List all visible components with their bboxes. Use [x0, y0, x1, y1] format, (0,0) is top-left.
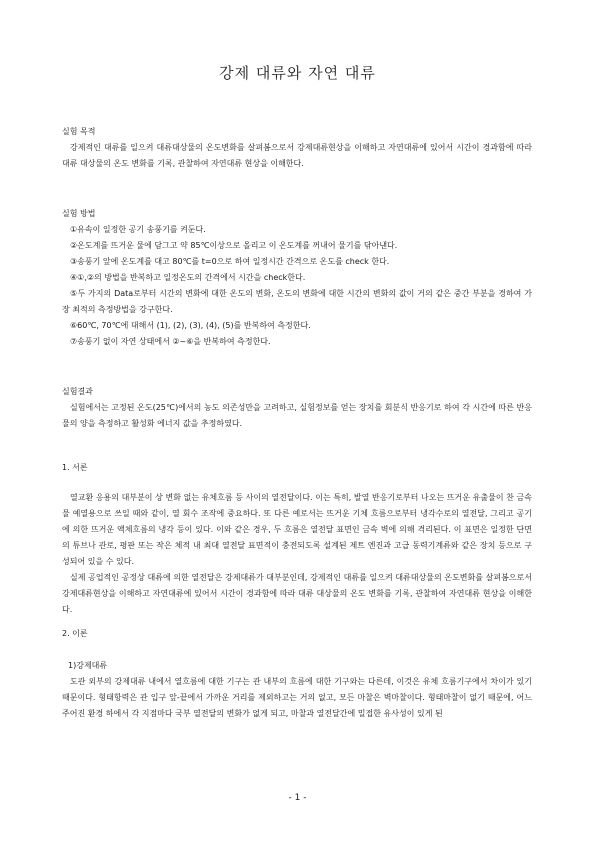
subsection-heading-forced-convection: 1)강제대류 [68, 661, 108, 670]
page-title: 강제 대류와 자연 대류 [219, 64, 376, 82]
result-paragraph: 실험에서는 고정된 온도(25℃)에서의 농도 의존성만을 고려하고, 실험정보를 얻는 장치를 회분식 반응기로 하여 각 시간에 따른 반응물의 양을 측정하고 활성화 에너지 값을 추정하였다. [62, 403, 532, 428]
section-heading-result: 실험결과 [62, 387, 93, 396]
section-purpose [62, 124, 532, 172]
method-step: ②온도계를 뜨거운 물에 담그고 약 85℃이상으로 올리고 이 온도계를 꺼내어 물기를 닦아낸다. [70, 241, 398, 250]
section-heading-method: 실험 방법 [62, 209, 96, 218]
method-step: ①유속이 일정한 공기 송풍기를 켜둔다. [70, 225, 206, 234]
method-step: ⑤두 가지의 Data로부터 시간의 변화에 대한 온도의 변화, 온도의 변화에 대한 시간의 변화의 값이 거의 같은 중간 부분을 경하여 가장 최적의 측정방법을 강구한다. [62, 289, 532, 314]
section-result [62, 384, 532, 432]
method-step: ③송풍기 앞에 온도계를 대고 80℃를 t=0으로 하여 일정시간 간격으로 온도를 check 한다. [70, 257, 390, 266]
section-method [62, 206, 532, 350]
section-heading-introduction: 1. 서론 [62, 463, 88, 472]
intro-paragraph-1: 열교환 응용의 대부분이 상 변화 없는 유체흐름 등 사이의 열전달이다. 이는 특히, 발열 반응기로부터 나오는 뜨거운 유출물이 찬 금속물 예열용으로 쓰일 때와 같이, 열 회수 조작에 중요하다. 또 다른 예로서는 뜨거운 기체 흐름으로부터 냉각수로의 열전달, 그리고 공기에 의한 뜨거운 액체흐름의 냉각 등이 있다. 이와 같은 경우, 두 흐름은 열전달 표면인 금속 벽에 의해 격리된다. 이 표면은 일정한 단면의 튜브나 관로, 평판 또는 작은 체적 내 최대 열전달 표면적이 충전되도록 설계된 제트 엔진과 고급 동력기계류와 같은 장치 등으로 구성되어 있을 수 있다. [62, 493, 532, 566]
purpose-paragraph: 강제적인 대류를 일으켜 대류대상물의 온도변화를 살펴봄으로서 강제대류현상을 이해하고 자연대류에 있어서 시간이 경과함에 따라 대류 대상물의 온도 변화를 기록, 관찰하여 자연대류 현상을 이해한다. [62, 143, 532, 168]
section-heading-theory: 2. 이론 [62, 629, 88, 638]
section-heading-purpose: 실험 목적 [62, 127, 96, 136]
method-step: ⑥60℃, 70℃에 대해서 (1), (2), (3), (4), (5)를 반복하여 측정한다. [70, 321, 311, 330]
section-introduction [62, 460, 532, 618]
method-step: ④①,②의 방법을 반복하고 일정온도의 간격에서 시간을 check한다. [70, 273, 306, 282]
page-number: - 1 - [288, 793, 307, 803]
method-step: ⑦송풍기 없이 자연 상태에서 ②~⑥을 반복하여 측정한다. [70, 337, 271, 346]
section-theory [62, 626, 532, 722]
theory-paragraph: 도관 외부의 강제대류 내에서 열흐름에 대한 기구는 관 내부의 흐름에 대한 기구와는 다른데, 이것은 유체 흐름기구에서 차이가 있기 때문이다. 형태항력은 관 입구 앞-끝에서 가까운 거리를 제외하고는 거의 없고, 모든 마찰은 벽마찰이다. 형태마찰이 없기 때문에, 어느 주어진 환경 하에서 각 지점마다 국부 열전달의 변화가 없게 되고, 마찰과 열전달간에 밀접한 유사성이 있게 된 [62, 677, 532, 718]
intro-paragraph-2: 실제 공업적인 공정상 대류에 의한 열전달은 강제대류가 대부분인데, 강제적인 대류를 일으켜 대류대상물의 온도변화를 살펴봄으로서 강제대류현상을 이해하고 자연대류에 있어서 시간이 경과함에 따라 대류 대상물의 온도 변화를 기록, 관찰하여 자연대류 현상을 이해한다. [62, 573, 532, 614]
